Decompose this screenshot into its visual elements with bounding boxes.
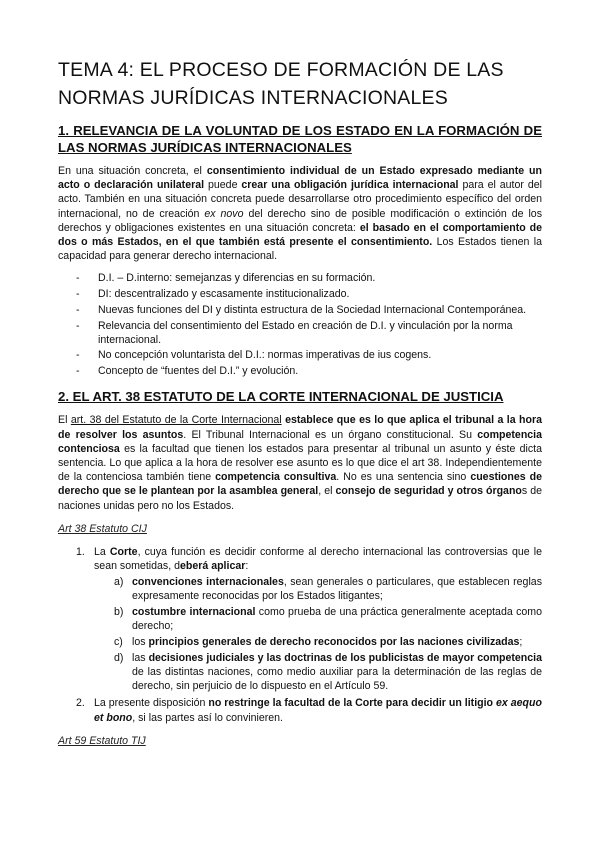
list-item: - Nuevas funciones del DI y distinta estructura de la Sociedad Internacional Contemporánea. — [76, 303, 542, 317]
section-2-heading-text: 2. EL ART. 38 ESTATUTO DE LA CORTE INTERNACIONAL DE JUSTICIA — [58, 389, 504, 405]
bold-run: el basado en el comportamiento de dos o más Estados, en el que también está presente el consentimiento. — [58, 221, 542, 249]
text-run: los — [132, 635, 149, 648]
art-38-sublist — [94, 575, 542, 693]
item-number: 2. — [76, 697, 85, 710]
art-38-list — [58, 545, 542, 725]
art-38-link[interactable]: Art 38 Estatuto CIJ — [58, 522, 147, 535]
list-item — [76, 696, 542, 724]
bold-run: consejo de seguridad y otros órgano — [335, 485, 522, 498]
bold-run: convenciones internacionales — [132, 576, 284, 589]
bold-run: competencia contenciosa — [58, 428, 543, 455]
bold-run: Corte — [109, 545, 138, 558]
bold-run: crear una obligación jurídica internacional — [241, 179, 459, 192]
list-item: - DI: descentralizado y escasamente institucionalizado. — [76, 287, 542, 301]
underlined-run: art. 38 del Estatuto de la Corte Internacional — [70, 414, 282, 427]
section-1-heading — [58, 122, 542, 156]
item-letter: c) — [114, 635, 123, 648]
list-item: - Concepto de “fuentes del D.I.” y evolución. — [76, 364, 542, 378]
section-2-heading — [58, 388, 542, 405]
art-59-link[interactable]: Art 59 Estatuto TIJ — [58, 734, 146, 747]
text-run: las — [132, 651, 149, 664]
text-run: La — [94, 545, 110, 558]
bold-italic-run: ex aequo et bono — [94, 697, 542, 724]
bold-run: eberá aplicar — [179, 559, 246, 572]
text-run: para el autor del acto. También en una situación concreta puede desarrollarse otro procedimiento específico del orden internacional, no de creación — [58, 179, 542, 220]
bold-run: costumbre internacional — [132, 606, 256, 619]
text-run: Los Estados tienen la capacidad para generar derecho internacional. — [58, 236, 542, 263]
list-item: - No concepción voluntarista del D.I.: normas imperativas de ius cogens. — [76, 348, 542, 362]
text-run: . El Tribunal Internacional es un órgano constitucional. Su — [183, 428, 478, 441]
text-run: es la facultad que tienen los estados para presentar al tribunal un asunto y éste dicta sentencia. Lo que aplica a la hora de resolver ese asunto es lo que dice el art 38. Independientemente de la contenciosa también tiene — [58, 442, 542, 484]
text-run: , el — [318, 485, 336, 498]
text-run: s de naciones unidas pero no los Estados. — [58, 485, 543, 512]
bold-run: establece que es lo que aplica el tribunal a la hora de resolver los asuntos — [58, 414, 543, 441]
list-item — [114, 635, 542, 649]
bold-run: principios generales de derecho reconocidos por las naciones civilizadas — [148, 635, 520, 648]
page-title — [58, 56, 542, 112]
bold-run: competencia consultiva — [215, 471, 337, 484]
bold-run: consentimiento individual de un Estado expresado mediante un acto o declaración unilateral — [58, 165, 542, 192]
text-run: , cuya función es decidir conforme al derecho internacional las controversias que le sean sometidas, d — [94, 545, 542, 572]
text-run: como prueba de una práctica generalmente aceptada como derecho; — [132, 606, 542, 633]
list-item — [114, 651, 542, 694]
text-run: . No es una sentencia sino — [336, 471, 471, 484]
text-run: : — [245, 559, 249, 572]
text-run: del derecho sino de posible modificación o extinción de los derechos y obligaciones existentes en una situación concreta: — [58, 207, 542, 234]
section-1-bullet-list — [58, 271, 542, 378]
list-item: - D.I. – D.interno: semejanzas y diferencias en su formación. — [76, 271, 542, 285]
section-1-paragraph — [58, 164, 542, 263]
title-line-2: NORMAS JURÍDICAS INTERNACIONALES — [58, 87, 448, 109]
title-line-1: TEMA 4: EL PROCESO DE FORMACIÓN DE LAS — [58, 59, 504, 81]
italic-run: ex novo — [204, 207, 244, 220]
bold-run: decisiones judiciales y las doctrinas de los publicistas de mayor competencia — [148, 651, 542, 664]
text-run: de las distintas naciones, como medio auxiliar para la determinación de las reglas de derecho, sin perjuicio de lo dispuesto en el Artículo 59. — [132, 665, 542, 693]
text-run: En una situación concreta, el — [58, 165, 207, 177]
item-letter: a) — [114, 576, 124, 589]
section-2-paragraph — [58, 413, 542, 512]
item-letter: d) — [114, 651, 124, 664]
item-letter: b) — [114, 606, 124, 619]
item-number: 1. — [76, 545, 85, 558]
bold-run: cuestiones de derecho que se le plantean por la asamblea general — [58, 471, 542, 498]
bold-run: no restringe la facultad de la Corte para decidir un litigio — [208, 697, 497, 710]
list-item: - Relevancia del consentimiento del Estado en creación de D.I. y vinculación por la norma internacional. — [76, 319, 542, 347]
list-item — [114, 605, 542, 633]
text-run: , si las partes así lo convinieren. — [132, 711, 283, 724]
section-1-heading-text: 1. RELEVANCIA DE LA VOLUNTAD DE LOS ESTADO EN LA FORMACIÓN DE LAS NORMAS JURÍDICAS INTERNACIONALES — [58, 123, 542, 155]
text-run: , sean generales o particulares, que establecen reglas expresamente reconocidas por los Estados litigantes; — [132, 576, 542, 603]
list-item — [114, 575, 542, 603]
text-run: El — [58, 414, 71, 427]
text-run: puede — [204, 179, 242, 192]
list-item — [76, 545, 542, 694]
text-run: La presente disposición — [94, 697, 209, 710]
text-run: ; — [519, 635, 523, 648]
